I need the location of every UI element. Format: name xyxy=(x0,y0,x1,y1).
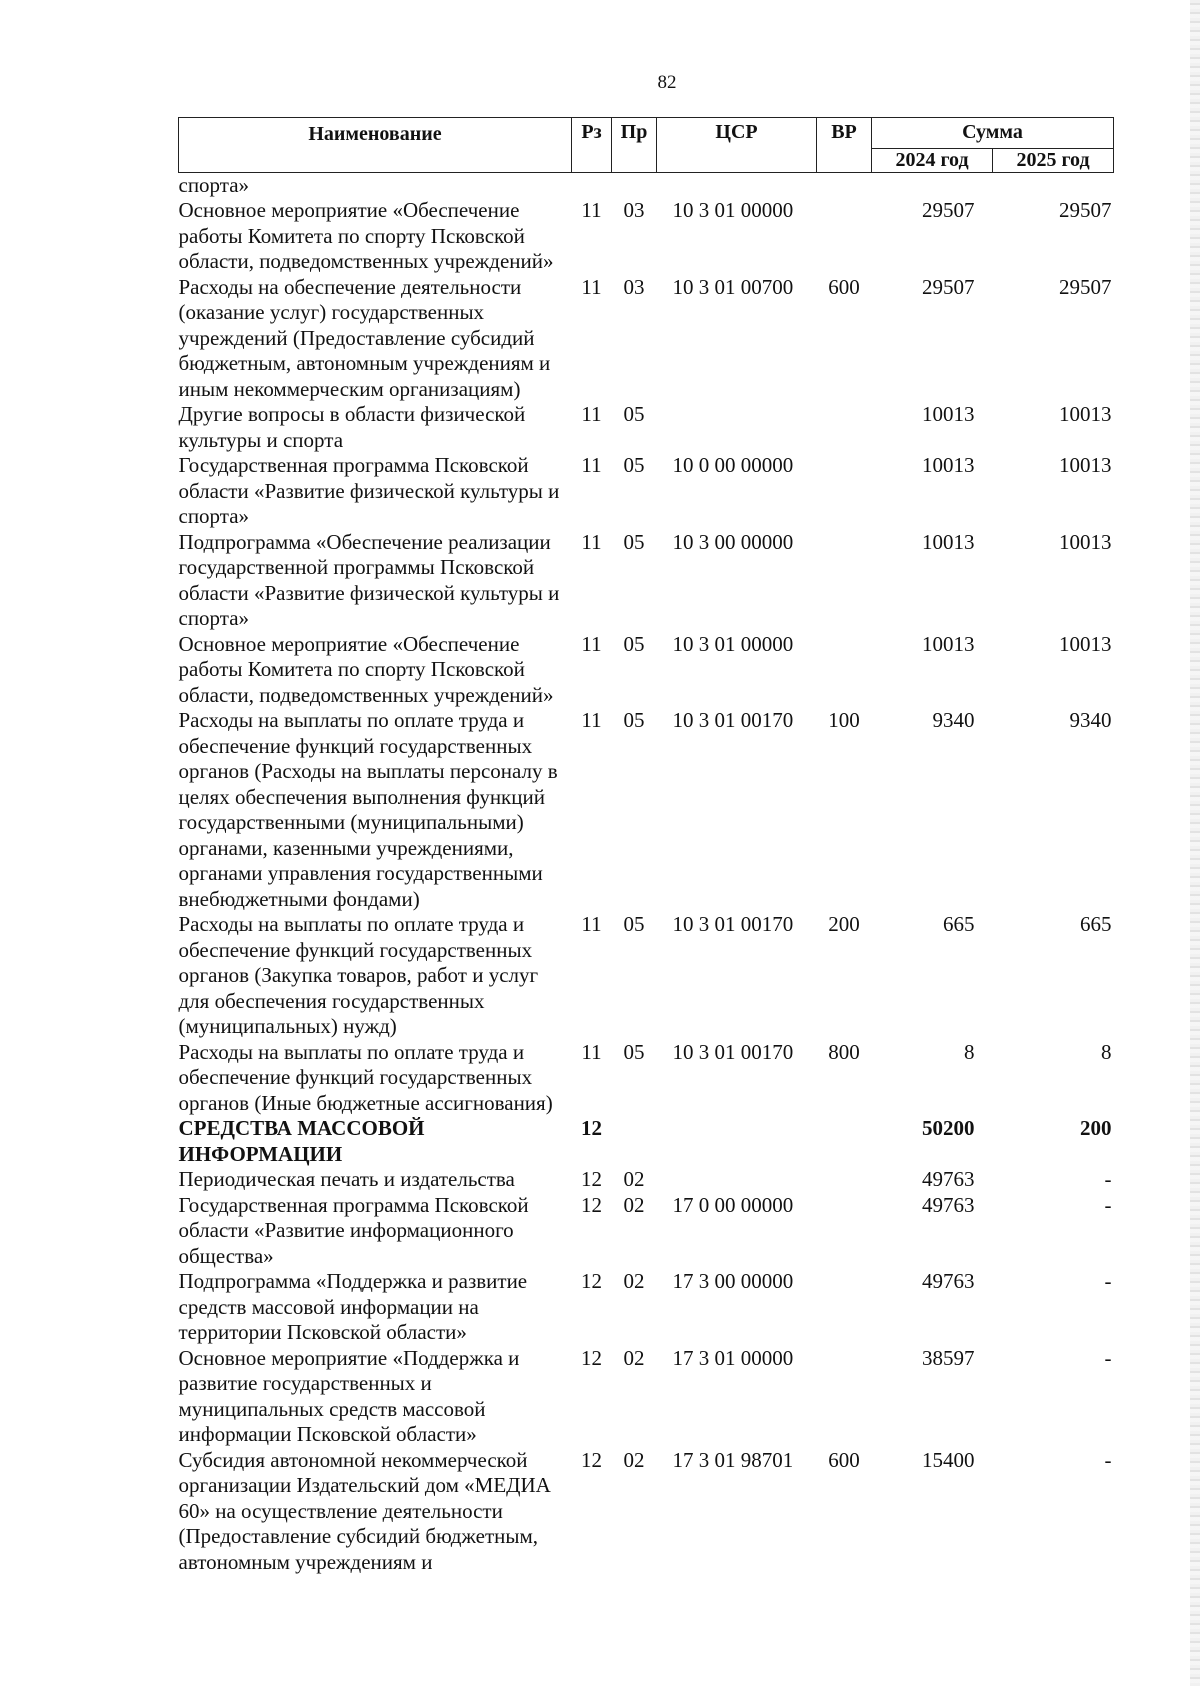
row-sum-2024-cell: 29507 xyxy=(922,198,975,222)
row-sum-2024-cell: 38597 xyxy=(922,1345,975,1370)
header-csr: ЦСР xyxy=(657,118,817,173)
row-pr-cell xyxy=(612,1116,657,1167)
row-rz-cell: 11 xyxy=(581,631,602,656)
row-pr-cell: 02 xyxy=(623,1269,645,1293)
row-sum-2025-cell: 10013 xyxy=(1059,402,1112,426)
row-sum-2024-cell: 10013 xyxy=(922,631,975,656)
row-sum-2025-cell: - xyxy=(1104,1192,1112,1217)
row-name-cell: Расходы на выплаты по оплате труда и обеспечение функций государственных органов (Иные бюджетные ассигнования) xyxy=(178,1039,553,1115)
row-sum-2024-cell: 50200 xyxy=(922,1116,975,1140)
row-csr-cell: 10 3 01 00170 xyxy=(672,1039,794,1064)
row-rz-cell: 11 xyxy=(581,708,602,732)
row-rz-cell: 12 xyxy=(581,1192,602,1217)
row-sum-2025-cell: - xyxy=(1104,1167,1112,1191)
row-sum-2025-cell: 29507 xyxy=(1059,274,1112,299)
row-rz-cell: 11 xyxy=(581,912,602,936)
row-sum-2024-cell: 49763 xyxy=(922,1192,975,1217)
table-row xyxy=(179,530,1114,632)
row-pr-cell: 03 xyxy=(623,274,645,299)
header-sum: Сумма xyxy=(872,118,1114,149)
row-sum-2024-cell: 15400 xyxy=(922,1447,975,1472)
row-pr-cell: 05 xyxy=(623,912,645,936)
page-number: 82 xyxy=(657,72,677,93)
row-pr-cell: 02 xyxy=(623,1167,645,1191)
row-vr-cell xyxy=(817,1346,872,1448)
row-csr-cell: 17 3 00 00000 xyxy=(672,1269,794,1293)
row-name-cell: Государственная программа Псковской области «Развитие информационного общества» xyxy=(178,1192,529,1268)
header-rz: Рз xyxy=(572,118,612,173)
row-rz-cell: 12 xyxy=(581,1269,602,1293)
row-pr-cell: 03 xyxy=(623,198,645,222)
row-vr-cell: 800 xyxy=(828,1039,860,1064)
row-vr-cell xyxy=(817,402,872,453)
row-sum-2024-cell xyxy=(872,172,993,198)
row-pr-cell: 05 xyxy=(623,708,645,732)
row-sum-2024-cell: 8 xyxy=(964,1039,975,1064)
row-pr-cell xyxy=(612,172,657,198)
row-name-cell: Субсидия автономной некоммерческой организации Издательский дом «МЕДИА 60» на осуществление деятельности (Предоставление субсидий бюджетным, автономным учреждениям и xyxy=(178,1447,551,1574)
row-vr-cell: 200 xyxy=(828,912,860,936)
row-name-cell: Периодическая печать и издательства xyxy=(178,1167,515,1191)
row-vr-cell xyxy=(817,1167,872,1193)
row-name-cell: Основное мероприятие «Обеспечение работы Комитета по спорту Псковской области, подведомственных учреждений» xyxy=(178,631,554,707)
table-row xyxy=(179,1448,1114,1576)
row-rz-cell: 12 xyxy=(581,1116,602,1140)
row-csr-cell xyxy=(657,1167,817,1193)
row-name-cell: Государственная программа Псковской области «Развитие физической культуры и спорта» xyxy=(178,453,560,528)
row-sum-2025-cell: - xyxy=(1104,1269,1112,1293)
row-sum-2025-cell: 29507 xyxy=(1059,198,1112,222)
row-vr-cell xyxy=(817,172,872,198)
table-row xyxy=(179,1167,1114,1193)
row-name-cell: СРЕДСТВА МАССОВОЙ ИНФОРМАЦИИ xyxy=(178,1116,425,1166)
row-vr-cell xyxy=(817,198,872,275)
row-csr-cell: 17 3 01 00000 xyxy=(672,1345,794,1370)
table-body xyxy=(179,172,1114,1575)
row-name-cell: Подпрограмма «Обеспечение реализации государственной программы Псковской области «Развитие физической культуры и спорта» xyxy=(178,529,560,630)
row-rz-cell: 12 xyxy=(581,1345,602,1370)
row-sum-2024-cell: 10013 xyxy=(922,453,975,477)
row-rz-cell: 11 xyxy=(581,198,602,222)
row-sum-2024-cell: 10013 xyxy=(922,529,975,554)
table-row xyxy=(179,1040,1114,1117)
row-vr-cell xyxy=(817,453,872,530)
row-rz-cell: 12 xyxy=(581,1167,602,1191)
header-row-1 xyxy=(179,118,1114,149)
row-pr-cell: 05 xyxy=(623,453,645,477)
row-sum-2024-cell: 10013 xyxy=(922,402,975,426)
row-name-cell: Основное мероприятие «Обеспечение работы Комитета по спорту Псковской области, подведомственных учреждений» xyxy=(178,198,554,273)
header-name: Наименование xyxy=(179,118,572,173)
table-row xyxy=(179,632,1114,709)
table-row xyxy=(179,1346,1114,1448)
table-row xyxy=(179,1269,1114,1346)
row-sum-2024-cell: 29507 xyxy=(922,274,975,299)
row-name-cell: Подпрограмма «Поддержка и развитие средств массовой информации на территории Псковской области» xyxy=(178,1269,528,1344)
table-row xyxy=(179,198,1114,275)
row-name-cell: спорта» xyxy=(178,172,250,197)
row-pr-cell: 05 xyxy=(623,402,645,426)
row-csr-cell: 17 0 00 00000 xyxy=(672,1192,794,1217)
table-row xyxy=(179,402,1114,453)
row-vr-cell: 100 xyxy=(828,708,860,732)
row-pr-cell: 05 xyxy=(623,1039,645,1064)
row-vr-cell xyxy=(817,1269,872,1346)
scan-edge-decoration xyxy=(1190,0,1200,1686)
row-sum-2025-cell: 9340 xyxy=(1069,708,1112,732)
row-rz-cell: 11 xyxy=(581,274,602,299)
row-csr-cell: 10 3 00 00000 xyxy=(672,529,794,554)
row-pr-cell: 02 xyxy=(623,1447,645,1472)
table-row xyxy=(179,708,1114,912)
row-csr-cell: 10 3 01 00700 xyxy=(672,274,794,299)
row-sum-2025-cell: 665 xyxy=(1080,912,1112,936)
row-rz-cell: 11 xyxy=(581,1039,602,1064)
row-sum-2024-cell: 49763 xyxy=(922,1269,975,1293)
row-pr-cell: 05 xyxy=(623,631,645,656)
row-rz-cell: 11 xyxy=(581,402,602,426)
row-name-cell: Другие вопросы в области физической культуры и спорта xyxy=(178,402,526,452)
row-rz-cell: 12 xyxy=(581,1447,602,1472)
row-csr-cell: 10 3 01 00170 xyxy=(672,912,794,936)
row-name-cell: Расходы на обеспечение деятельности (оказание услуг) государственных учреждений (Предоставление субсидий бюджетным, автономным учреждениям и иным некоммерческим организациям) xyxy=(178,274,551,401)
row-pr-cell: 02 xyxy=(623,1345,645,1370)
row-sum-2025-cell: 8 xyxy=(1101,1039,1112,1064)
row-vr-cell xyxy=(817,530,872,632)
header-year-2024: 2024 год xyxy=(872,148,993,172)
row-pr-cell: 02 xyxy=(623,1192,645,1217)
row-name-cell: Основное мероприятие «Поддержка и развитие государственных и муниципальных средств массовой информации Псковской области» xyxy=(178,1345,520,1446)
table-row xyxy=(179,453,1114,530)
table-row xyxy=(179,275,1114,403)
row-vr-cell xyxy=(817,1193,872,1270)
row-pr-cell: 05 xyxy=(623,529,645,554)
row-sum-2025-cell xyxy=(993,172,1114,198)
row-name-cell: Расходы на выплаты по оплате труда и обеспечение функций государственных органов (Закупка товаров, работ и услуг для обеспечения государственных (муниципальных) нужд) xyxy=(178,912,539,1038)
row-sum-2025-cell: - xyxy=(1104,1345,1112,1370)
table-row xyxy=(179,912,1114,1040)
row-csr-cell: 10 3 01 00000 xyxy=(672,631,794,656)
row-csr-cell: 17 3 01 98701 xyxy=(672,1447,794,1472)
row-sum-2025-cell: 200 xyxy=(1080,1116,1112,1140)
row-sum-2024-cell: 49763 xyxy=(922,1167,975,1191)
row-csr-cell xyxy=(657,172,817,198)
table-row xyxy=(179,1116,1114,1167)
table-row xyxy=(179,172,1114,198)
budget-table xyxy=(178,117,1114,1575)
row-vr-cell xyxy=(817,1116,872,1167)
row-csr-cell: 10 0 00 00000 xyxy=(672,453,794,477)
row-sum-2025-cell: - xyxy=(1104,1447,1112,1472)
row-sum-2024-cell: 665 xyxy=(943,912,975,936)
row-csr-cell: 10 3 01 00000 xyxy=(672,198,794,222)
row-name-cell: Расходы на выплаты по оплате труда и обеспечение функций государственных органов (Расходы на выплаты персоналу в целях обеспечения выполнения функций государственными (муниципальными) органами, казенными учреждениями, органами управления государственными внебюджетными фондами) xyxy=(178,708,558,911)
row-csr-cell: 10 3 01 00170 xyxy=(672,708,794,732)
row-csr-cell xyxy=(657,1116,817,1167)
row-rz-cell xyxy=(572,172,612,198)
header-vr: ВР xyxy=(817,118,872,173)
row-sum-2025-cell: 10013 xyxy=(1059,453,1112,477)
row-vr-cell: 600 xyxy=(828,1447,860,1472)
row-csr-cell xyxy=(657,402,817,453)
header-pr: Пр xyxy=(612,118,657,173)
row-sum-2025-cell: 10013 xyxy=(1059,529,1112,554)
row-sum-2024-cell: 9340 xyxy=(932,708,975,732)
row-rz-cell: 11 xyxy=(581,529,602,554)
row-vr-cell: 600 xyxy=(828,274,860,299)
row-vr-cell xyxy=(817,632,872,709)
table-row xyxy=(179,1193,1114,1270)
header-year-2025: 2025 год xyxy=(993,148,1114,172)
row-rz-cell: 11 xyxy=(581,453,602,477)
row-sum-2025-cell: 10013 xyxy=(1059,631,1112,656)
